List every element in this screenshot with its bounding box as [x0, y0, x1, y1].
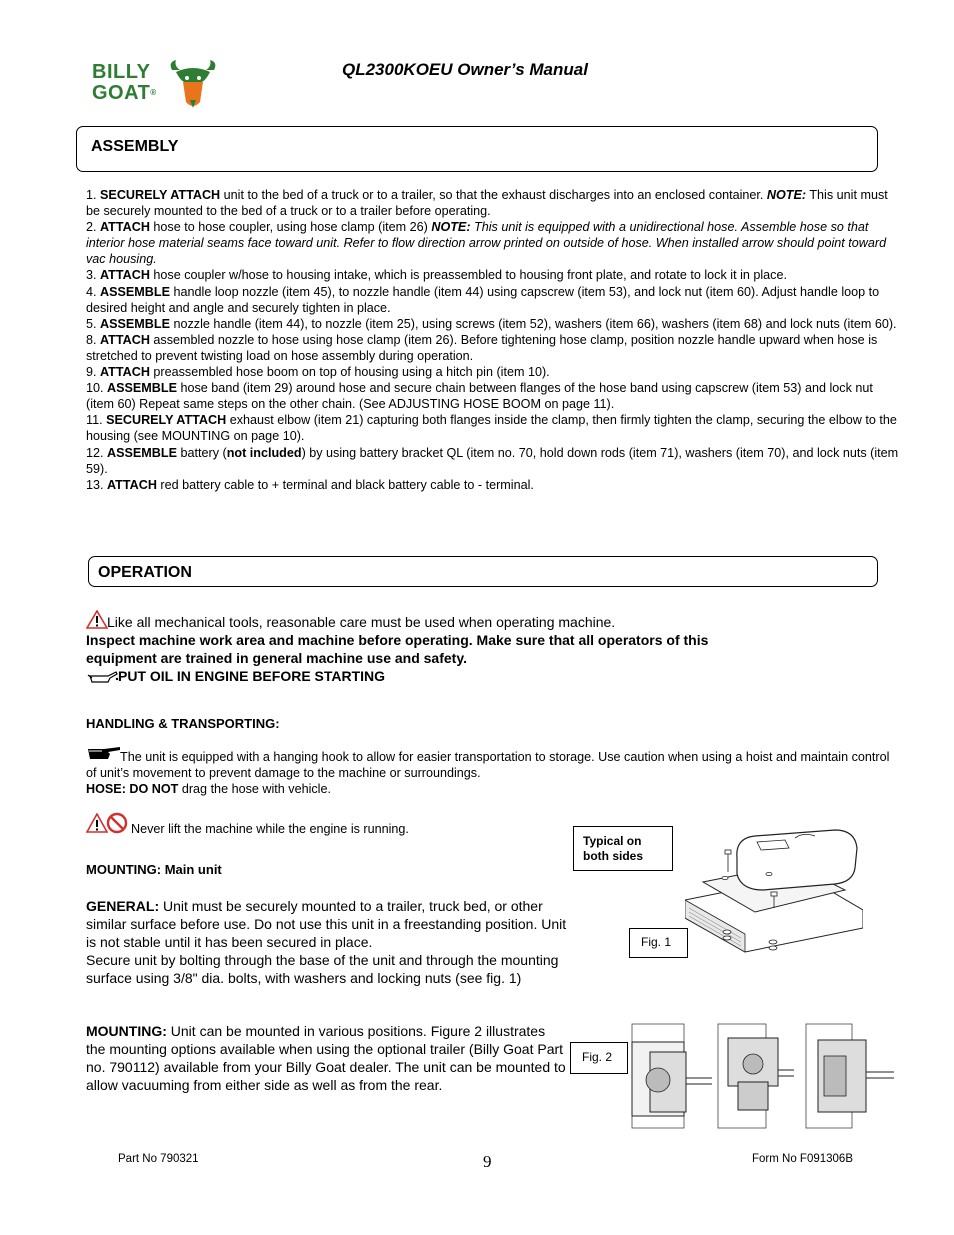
never-lift-text: Never lift the machine while the engine is running.: [131, 822, 409, 836]
billy-goat-logo: [92, 58, 220, 112]
assembly-step-2: 2. ATTACH hose to hose coupler, using hose clamp (item 26) NOTE: This unit is equipped with a unidirectional hose. Assemble hose so that interior hose material seams face toward unit. Refer to flow direction arrow printed on outside of hose. When installed arrow should point toward vac housing.: [86, 220, 887, 267]
fig1-mounting-illustration: [685, 828, 863, 968]
no-symbol-icon: [106, 812, 128, 834]
assembly-step-10: 10. ASSEMBLE hose band (item 29) around hose and secure chain between flanges of the hose band using capscrew (item 53) and lock nut (item 60) Repeat same steps on the other chain. (See ADJUSTING HOSE BOOM on page 11).: [86, 381, 873, 412]
oil-can-icon: [86, 669, 120, 685]
assembly-step-8: 8. ATTACH assembled nozzle to hose using hose clamp (item 26). Before tightening hose clamp, position nozzle handle upward when hose is stretched to prevent twisting load on hose assembly during operation.: [86, 332, 878, 363]
assembly-step-11: 11. SECURELY ATTACH exhaust elbow (item 21) capturing both flanges inside the clamp, then firmly tighten the clamp, securing the elbow to the housing (see MOUNTING on page 10).: [86, 413, 897, 444]
general-text: GENERAL: Unit must be securely mounted to a trailer, truck bed, or other similar surface before use. Do not use this unit in a freestanding position. Unit is not stable until it has been secured in place.: [86, 898, 567, 950]
operation-section-header: [88, 556, 878, 587]
fig2-mounting-options-illustration: [628, 1022, 896, 1130]
assembly-step-13: 13. ATTACH red battery cable to + terminal and black battery cable to - terminal.: [86, 477, 534, 492]
logo-line2: GOAT®: [92, 82, 157, 104]
inspect-line-1: Inspect machine work area and machine before operating. Make sure that all operators of this: [86, 632, 709, 648]
typical-callout: [573, 826, 673, 871]
assembly-step-3: 3. ATTACH hose coupler w/hose to housing intake, which is preassembled to housing front plate, and rotate to lock it in place.: [86, 268, 787, 283]
fig1-label-box: [629, 928, 688, 958]
fig2-option-middle: [718, 1024, 794, 1128]
warning-triangle-icon: [86, 813, 108, 833]
assembly-title: ASSEMBLY: [91, 138, 179, 155]
page-number: 9: [483, 1152, 492, 1171]
handling-title: HANDLING & TRANSPORTING:: [86, 716, 280, 731]
fig2-label: Fig. 2: [582, 1050, 613, 1064]
oil-warning-text: PUT OIL IN ENGINE BEFORE STARTING: [118, 668, 386, 684]
goat-head-icon: [166, 58, 220, 112]
assembly-step-5: 5. ASSEMBLE nozzle handle (item 44), to nozzle (item 25), using screws (item 52), washers (item 66), washers (item 68) and lock nuts (item 60).: [86, 316, 897, 331]
part-number: Part No 790321: [118, 1153, 199, 1165]
fig2-label-box: [570, 1042, 628, 1074]
inspect-line-2: equipment are trained in general machine use and safety.: [86, 650, 467, 666]
assembly-step-4: 4. ASSEMBLE handle loop nozzle (item 45), to nozzle handle (item 44) using capscrew (item 53), and lock nut (item 60). Adjust handle loop to desired height and angle and securely tighten in place.: [86, 284, 880, 315]
hose-warning: HOSE: DO NOT drag the hose with vehicle.: [86, 782, 331, 796]
hook-text: The unit is equipped with a hanging hook to allow for easier transportation to storage. Use caution when using a hoist and maintain control of unit’s movement to prevent damage to the machine or surroundings.: [86, 750, 890, 781]
form-number: Form No F091306B: [752, 1153, 853, 1165]
assembly-step-9: 9. ATTACH preassembled hose boom on top of housing using a hitch pin (item 10).: [86, 365, 550, 380]
care-text: Like all mechanical tools, reasonable care must be used when operating machine.: [107, 614, 616, 630]
assembly-steps: [86, 187, 901, 493]
fig1-label: Fig. 1: [641, 935, 672, 949]
mounting-main-title: MOUNTING: Main unit: [86, 862, 222, 877]
logo-line1: BILLY: [92, 61, 151, 83]
assembly-section-header: [76, 126, 878, 172]
assembly-step-12: 12. ASSEMBLE battery (not included) by using battery bracket QL (item no. 70, hold down rods (item 71), washers (item 70), and lock nuts (item 59).: [86, 445, 899, 476]
manual-title: QL2300KOEU Owner’s Manual: [342, 60, 588, 79]
fig2-option-right: [806, 1024, 894, 1128]
typical-line-1: Typical on: [583, 834, 642, 848]
typical-line-2: both sides: [583, 849, 644, 863]
fig2-option-left: [632, 1024, 712, 1128]
operation-title: OPERATION: [98, 564, 192, 581]
mounting-text: MOUNTING: Unit can be mounted in various positions. Figure 2 illustrates the mounting options available when using the optional trailer (Billy Goat Part no. 790112) available from your Billy Goat dealer. The unit can be mounted to allow vacuuming from either side as well as from the rear.: [86, 1023, 566, 1093]
warning-triangle-icon: [86, 610, 108, 629]
assembly-step-1: 1. SECURELY ATTACH unit to the bed of a truck or to a trailer, so that the exhaust discharges into an enclosed container. NOTE: This unit must be securely mounted to the bed of a truck or to a trailer before operating.: [86, 188, 888, 219]
secure-text: Secure unit by bolting through the base of the unit and through the mounting surface using 3/8" dia. bolts, with washers and locking nuts (see fig. 1): [86, 952, 559, 986]
